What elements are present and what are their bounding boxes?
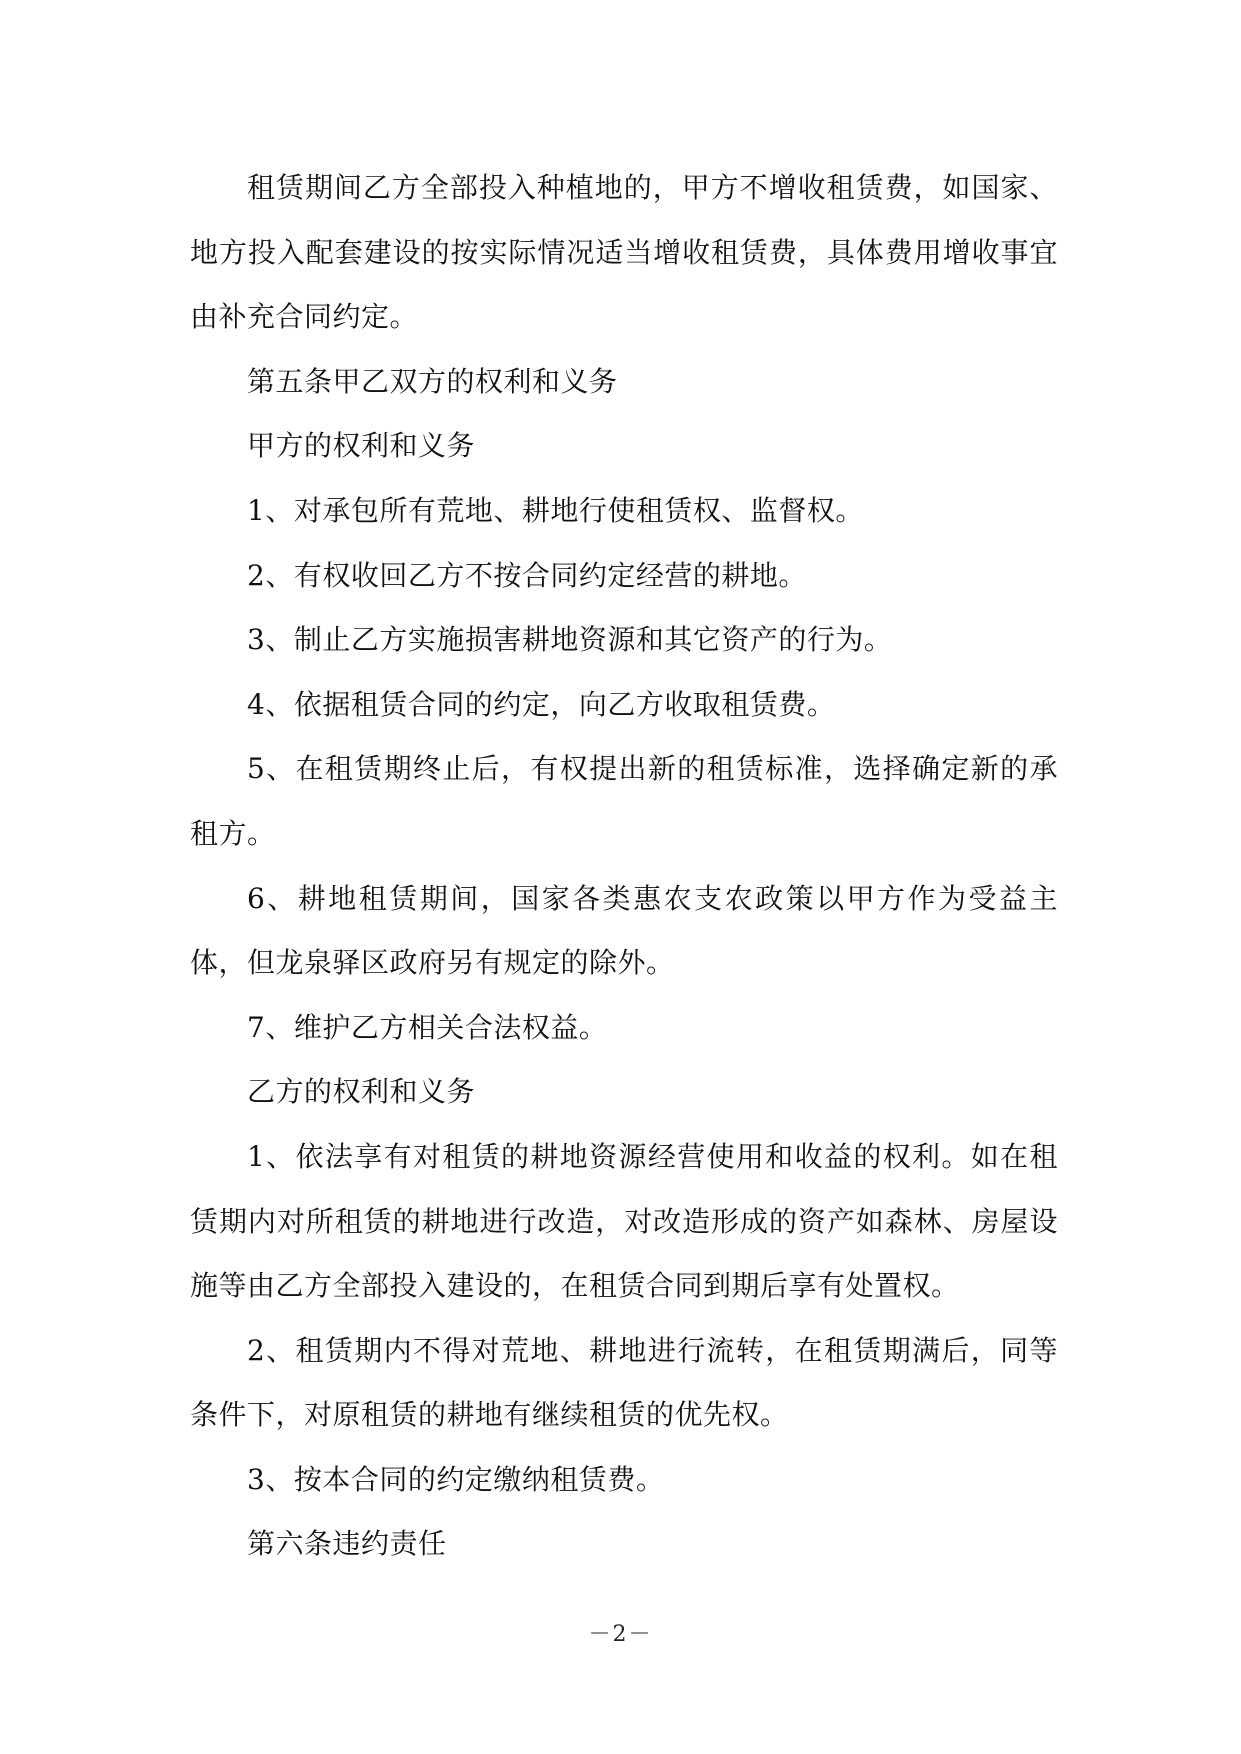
party-a-item-3: 3、制止乙方实施损害耕地资源和其它资产的行为。 bbox=[247, 623, 893, 657]
party-b-item-1: 1、依法享有对租赁的耕地资源经营使用和收益的权利。如在租赁期内对所租赁的耕地进行改造，对改造形成的资产如森林、房屋设施等由乙方全部投入建设的，在租赁合同到期后享有处置权。 bbox=[190, 1139, 1058, 1303]
subheading-party-a-rights: 甲方的权利和义务 bbox=[247, 429, 476, 463]
document-body bbox=[190, 156, 1058, 1577]
party-a-item-6: 6、耕地租赁期间，国家各类惠农支农政策以甲方作为受益主体，但龙泉驿区政府另有规定的除外。 bbox=[190, 881, 1058, 980]
subheading-party-b-rights: 乙方的权利和义务 bbox=[247, 1075, 476, 1109]
party-a-item-5: 5、在租赁期终止后，有权提出新的租赁标准，选择确定新的承租方。 bbox=[190, 752, 1058, 850]
heading-article-six: 第六条违约责任 bbox=[247, 1527, 447, 1561]
party-a-item-2: 2、有权收回乙方不按合同约定经营的耕地。 bbox=[247, 558, 807, 592]
heading-article-five: 第五条甲乙双方的权利和义务 bbox=[247, 364, 618, 398]
paragraph-rent-increase: 租赁期间乙方全部投入种植地的，甲方不增收租赁费，如国家、地方投入配套建设的按实际情况适当增收租赁费，具体费用增收事宜由补充合同约定。 bbox=[190, 171, 1058, 334]
party-a-item-7: 7、维护乙方相关合法权益。 bbox=[247, 1010, 608, 1044]
party-a-item-1: 1、对承包所有荒地、耕地行使租赁权、监督权。 bbox=[247, 493, 864, 527]
party-a-item-4: 4、依据租赁合同的约定，向乙方收取租赁费。 bbox=[247, 687, 836, 721]
page-number: －2－ bbox=[588, 1622, 653, 1647]
party-b-item-3: 3、按本合同的约定缴纳租赁费。 bbox=[247, 1462, 665, 1496]
party-b-item-2: 2、租赁期内不得对荒地、耕地进行流转，在租赁期满后，同等条件下，对原租赁的耕地有继续租赁的优先权。 bbox=[190, 1333, 1058, 1432]
